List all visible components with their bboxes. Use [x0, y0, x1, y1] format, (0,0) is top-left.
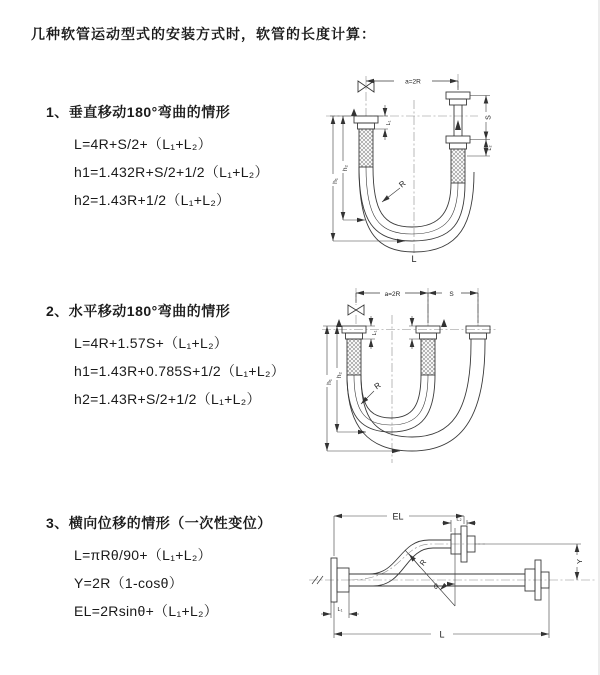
dim-el-lines — [334, 516, 464, 556]
middle-pipe-assembly — [416, 319, 447, 375]
movement-arrow-icon — [351, 109, 357, 117]
formula-h2: h2=1.43R+S/2+1/2（L₁+L₂） — [74, 391, 261, 407]
dim-h2-label: h₂ — [336, 371, 343, 379]
formula-L: L=4R+S/2+（L₁+L₂） — [74, 136, 212, 152]
right-pipe-assembly — [466, 326, 490, 343]
valve-icon — [348, 305, 364, 315]
dim-el-label: EL — [392, 511, 404, 522]
left-pipe-assembly — [336, 319, 366, 375]
dim-a2r-label: a=2R — [384, 290, 401, 298]
dim-fitting-lines — [409, 316, 421, 349]
diagram-vertical-180 — [308, 72, 600, 264]
flange — [470, 333, 487, 339]
diagram-horizontal-180-svg — [308, 283, 600, 468]
radius-label: R — [397, 178, 408, 190]
flange — [450, 143, 467, 149]
dim-l2-label: L₂ — [487, 145, 493, 151]
formula-EL: EL=2Rsinθ+（L₁+L₂） — [74, 603, 219, 619]
length-label: L — [411, 254, 417, 264]
dim-l2-label: L₂ — [456, 516, 462, 523]
radius-label: R — [372, 380, 383, 392]
dim-h1-label: h₁ — [326, 379, 333, 385]
movement-arrow-icon — [441, 319, 447, 327]
braided-hose — [359, 129, 373, 167]
movement-arrow-icon — [455, 120, 461, 130]
dim-y-lines — [475, 544, 581, 580]
left-pipe-assembly — [351, 109, 378, 168]
dim-h1-label: h₁ — [332, 178, 339, 184]
diagram-lateral-displacement — [303, 502, 600, 650]
braided-hose — [421, 339, 435, 375]
dim-l1-label: L₁ — [372, 330, 378, 336]
section-3-heading: 3、横向位移的情形（一次性变位） — [46, 515, 272, 531]
centerlines — [309, 544, 595, 580]
dim-top-lines — [356, 290, 478, 323]
r-leader-line — [382, 188, 400, 202]
formula-L: L=πRθ/90+（L₁+L₂） — [74, 547, 212, 563]
formula-h1: h1=1.432R+S/2+1/2（L₁+L₂） — [74, 164, 269, 180]
diagram-lateral-displacement-svg — [303, 502, 600, 650]
formula-L: L=4R+1.57S+（L₁+L₂） — [74, 335, 229, 351]
formula-Y: Y=2R（1-cosθ） — [74, 575, 184, 591]
formula-h1: h1=1.43R+0.785S+1/2（L₁+L₂） — [74, 363, 285, 379]
page-title: 几种软管运动型式的安装方式时，软管的长度计算： — [31, 26, 376, 42]
braided-hose — [347, 339, 361, 375]
radius-label: R — [417, 557, 429, 568]
flange — [446, 136, 470, 143]
section-2-heading: 2、水平移动180°弯曲的情形 — [46, 303, 231, 319]
section-vertical-180 — [46, 102, 269, 214]
dim-s-label: S — [485, 115, 493, 120]
theta-label: θ — [434, 584, 438, 591]
flange — [358, 123, 375, 129]
right-pipe-assembly — [446, 92, 470, 183]
diagram-horizontal-180 — [308, 283, 600, 468]
flange — [420, 333, 437, 339]
dim-h2-label: h₂ — [342, 164, 349, 172]
flange — [446, 92, 470, 99]
section-1-heading: 1、垂直移动180°弯曲的情形 — [46, 104, 231, 120]
formula-h2: h2=1.43R+1/2（L₁+L₂） — [74, 192, 231, 208]
section-horizontal-180 — [46, 301, 285, 413]
dim-l1-label: L₁ — [337, 607, 343, 613]
flange — [450, 99, 467, 105]
braided-hose — [451, 149, 465, 183]
dim-l1-lines — [321, 592, 359, 618]
dim-l1-label: L₁ — [386, 120, 392, 126]
dim-a2r-label: a=2R — [405, 78, 421, 86]
diagram-vertical-180-svg — [308, 72, 600, 264]
dim-l-label: L — [439, 629, 445, 640]
dim-s-label: S — [449, 290, 454, 298]
dim-y-label: Y — [575, 558, 584, 565]
flange — [354, 116, 378, 123]
section-lateral-displacement — [46, 513, 272, 625]
flange — [346, 333, 363, 339]
hose-s-curve — [369, 526, 475, 586]
